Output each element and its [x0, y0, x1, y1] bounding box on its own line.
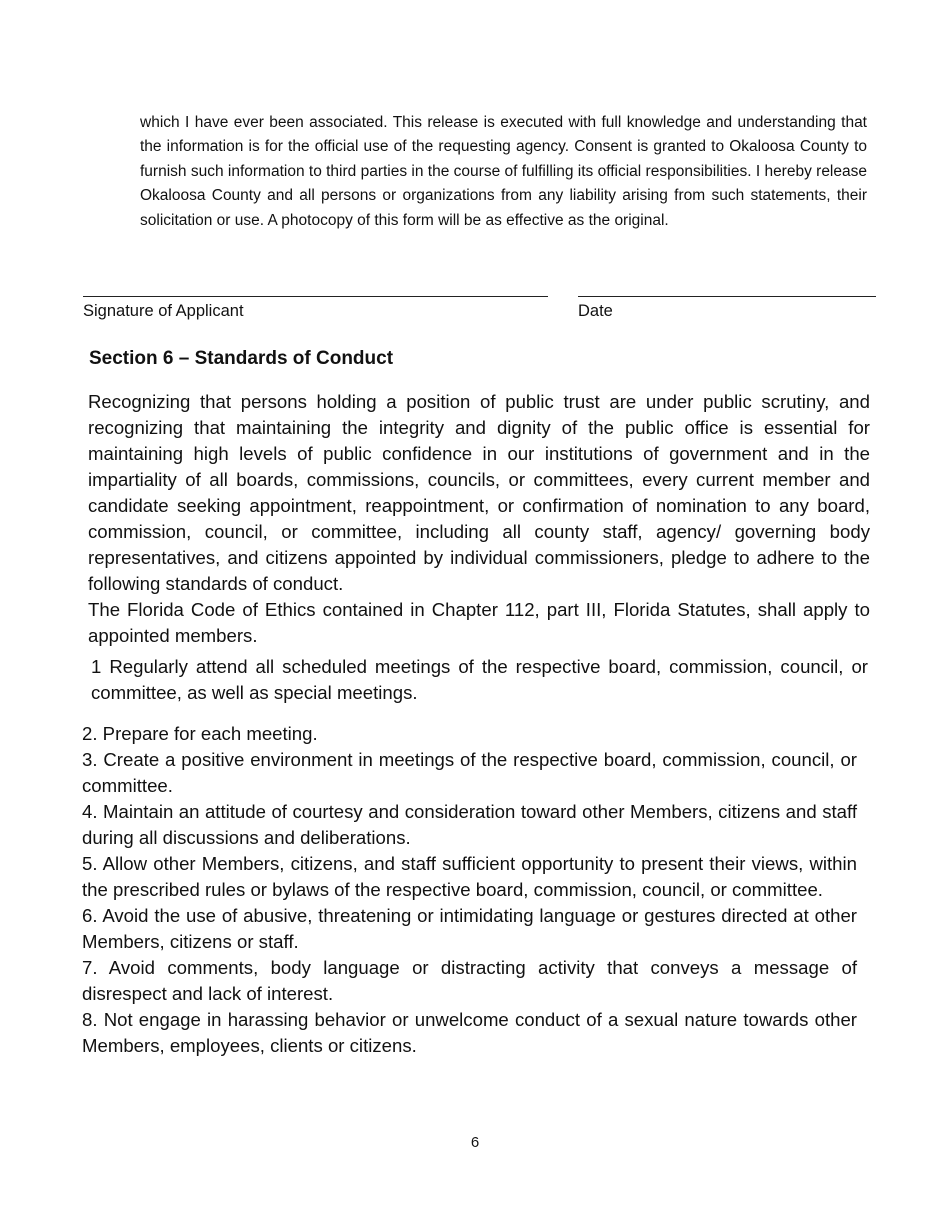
- ethics-code-paragraph: The Florida Code of Ethics contained in Chapter 112, part III, Florida Statutes, shall apply to appointed members.: [88, 599, 870, 646]
- section-heading: Section 6 – Standards of Conduct: [89, 348, 394, 369]
- date-line: [578, 296, 876, 297]
- standard-item: 4. Maintain an attitude of courtesy and consideration toward other Members, citizens and staff during all discussions and deliberations.: [82, 801, 857, 848]
- standard-item: 2. Prepare for each meeting.: [82, 723, 318, 744]
- standard-item: 3. Create a positive environment in meetings of the respective board, commission, council, or committee.: [82, 749, 857, 796]
- standard-item: 5. Allow other Members, citizens, and staff sufficient opportunity to present their views, within the prescribed rules or bylaws of the respective board, commission, council, or committee.: [82, 853, 857, 900]
- release-statement: which I have ever been associated. This release is executed with full knowledge and understanding that the information is for the official use of the requesting agency. Consent is granted to Okaloosa County to furnish such information to third parties in the course of fulfilling its official responsibilities. I hereby release Okaloosa County and all persons or organizations from any liability arising from such statements, their solicitation or use. A photocopy of this form will be as effective as the original.: [140, 114, 867, 229]
- signature-line: [83, 296, 548, 297]
- standards-list: [82, 721, 857, 1059]
- standards-intro-paragraph: Recognizing that persons holding a position of public trust are under public scrutiny, and recognizing that maintaining the integrity and dignity of the public office is essential for maintaining high levels of public confidence in our institutions of government and in the impartiality of all boards, commissions, councils, or committees, every current member and candidate seeking appointment, reappointment, or confirmation of nomination to any board, commission, council, or committee, including all county staff, agency/ governing body representatives, and citizens appointed by individual commissioners, pledge to adhere to the following standards of conduct.: [88, 391, 870, 594]
- signature-label: Signature of Applicant: [83, 302, 244, 320]
- date-label: Date: [578, 302, 613, 320]
- standard-item: 6. Avoid the use of abusive, threatening or intimidating language or gestures directed at other Members, citizens or staff.: [82, 905, 857, 952]
- standard-item: 8. Not engage in harassing behavior or unwelcome conduct of a sexual nature towards other Members, employees, clients or citizens.: [82, 1009, 857, 1056]
- page-number: 6: [470, 1134, 480, 1151]
- standard-item: 7. Avoid comments, body language or distracting activity that conveys a message of disrespect and lack of interest.: [82, 957, 857, 1004]
- standard-item-1: 1 Regularly attend all scheduled meetings of the respective board, commission, council, or committee, as well as special meetings.: [91, 656, 868, 703]
